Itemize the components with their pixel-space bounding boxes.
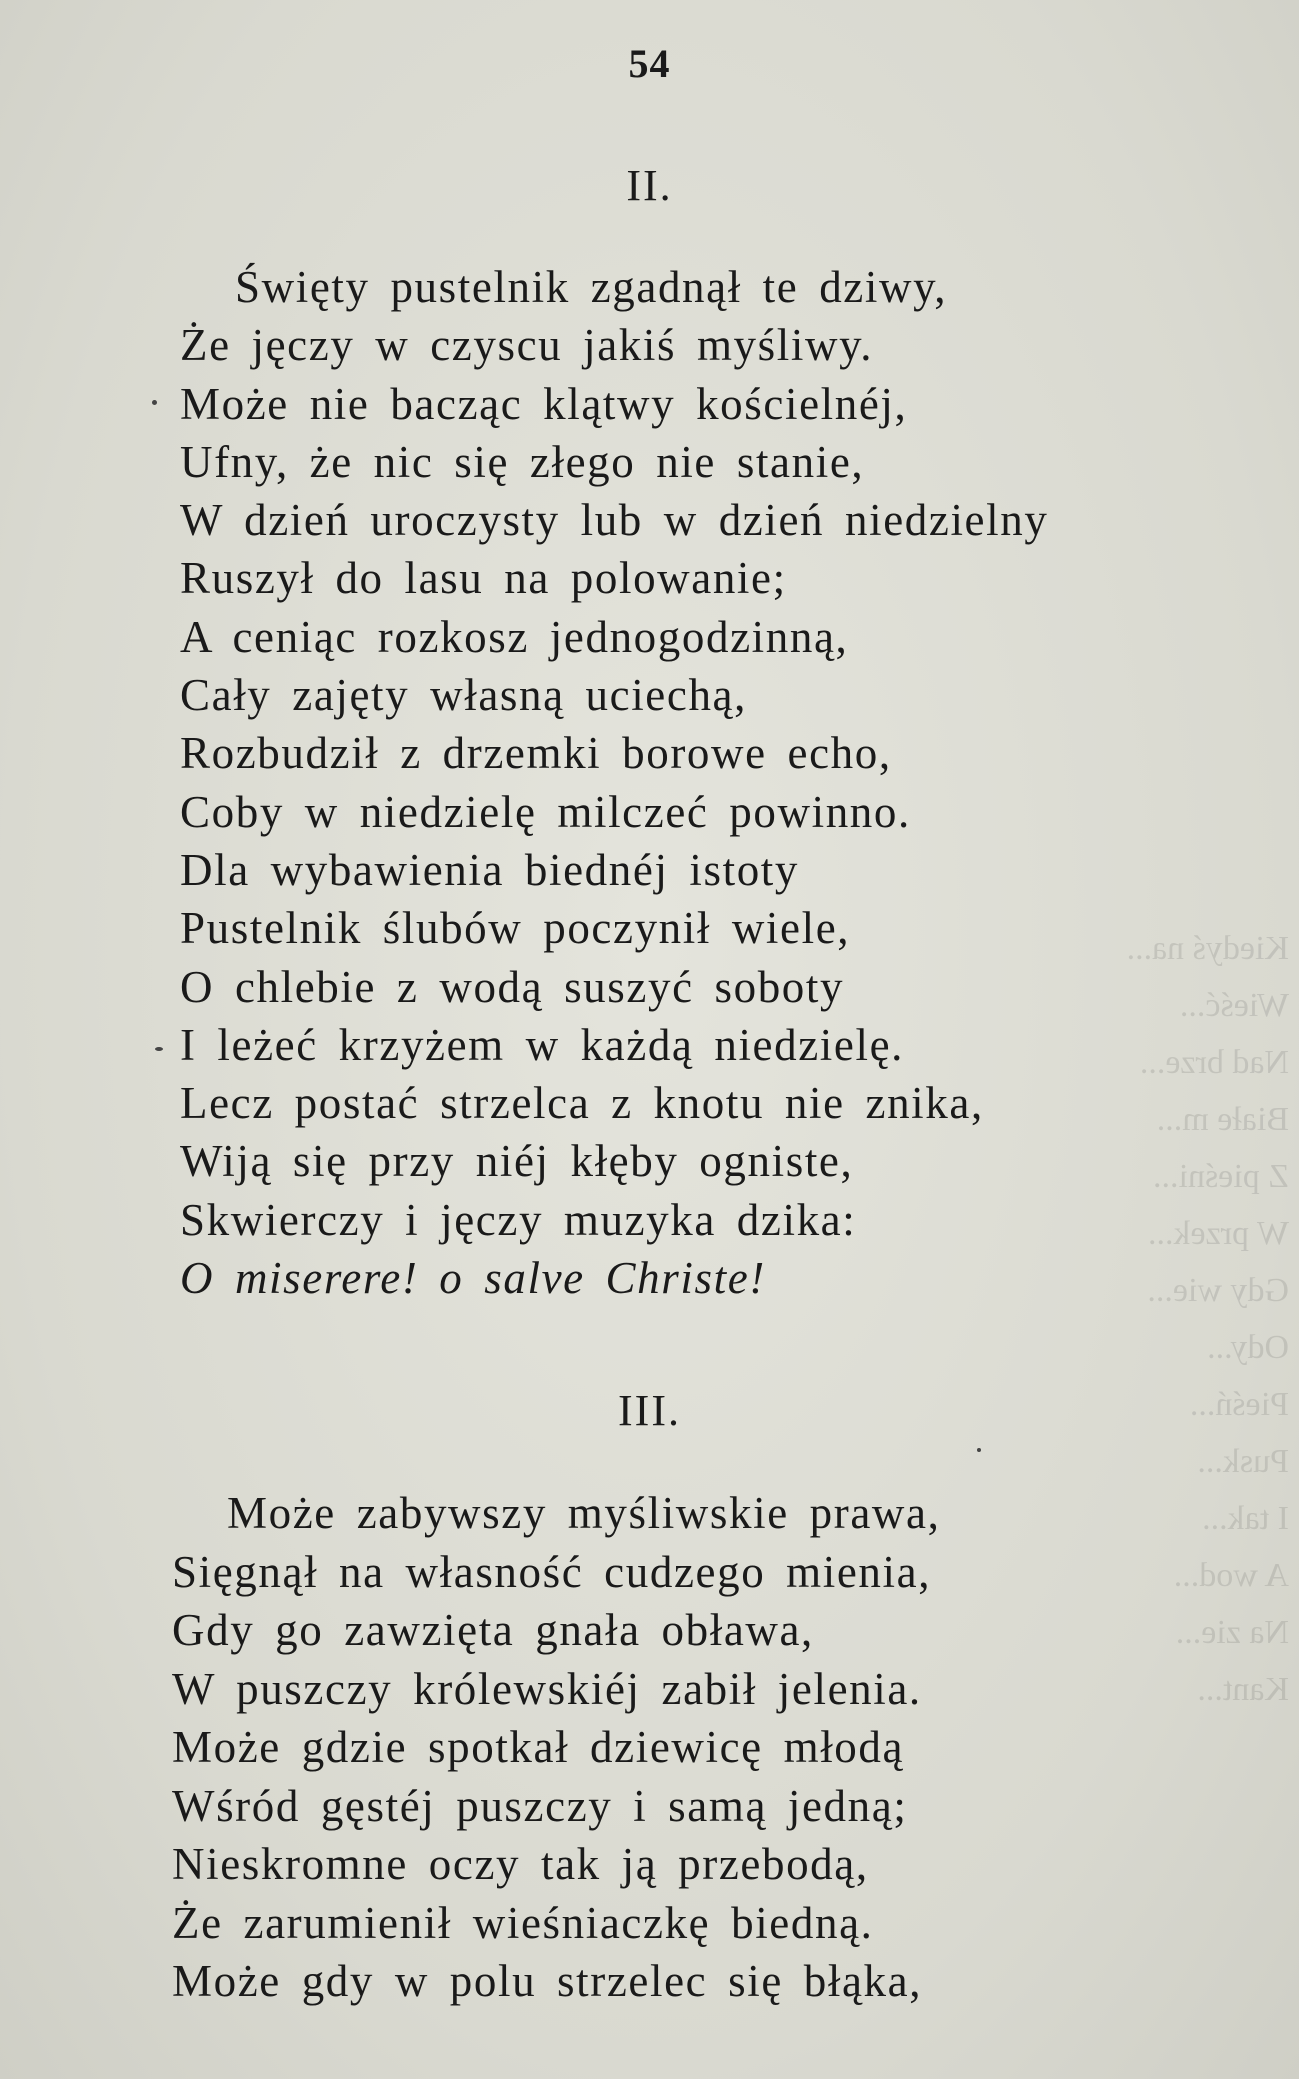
poem-line: A ceniąc rozkosz jednogodzinną, bbox=[180, 611, 849, 662]
poem-line: Wśród gęstéj puszczy i samą jedną; bbox=[172, 1780, 908, 1831]
poem-line: Może gdzie spotkał dziewicę młodą bbox=[172, 1722, 905, 1772]
poem-line: Ufny, że nic się złego nie stanie, bbox=[180, 436, 865, 487]
section-heading-iii: III. bbox=[618, 1386, 681, 1435]
poem-line-italic: O miserere! o salve Christe! bbox=[180, 1253, 766, 1304]
poem-line: Rozbudził z drzemki borowe echo, bbox=[180, 728, 892, 779]
poem-line: Coby w niedzielę milczeć powinno. bbox=[180, 786, 911, 837]
poem-line: O chlebie z wodą suszyć soboty bbox=[180, 961, 845, 1012]
poem-line: Może gdy w polu strzelec się błąka, bbox=[172, 1956, 923, 2006]
ink-speck bbox=[977, 1448, 981, 1452]
poem-line: Może zabywszy myśliwskie prawa, bbox=[227, 1488, 941, 1538]
poem-line: Lecz postać strzelca z knotu nie znika, bbox=[180, 1078, 984, 1129]
poem-line: Ruszył do lasu na polowanie; bbox=[180, 553, 787, 604]
section-heading-ii: II. bbox=[626, 161, 673, 210]
poem-line: Że zarumienił wieśniaczkę biedną. bbox=[172, 1897, 874, 1948]
poem-line: Pustelnik ślubów poczynił wiele, bbox=[180, 903, 851, 954]
poem-line: Skwierczy i jęczy muzyka dzika: bbox=[180, 1194, 857, 1245]
poem-line: Nieskromne oczy tak ją przebodą, bbox=[172, 1839, 869, 1889]
poem-line: I leżeć krzyżem w każdą niedzielę. bbox=[180, 1019, 905, 1070]
page-number: 54 bbox=[628, 41, 671, 86]
poem-line: W puszczy królewskiéj zabił jelenia. bbox=[172, 1663, 922, 1714]
poem-stanza-ii bbox=[180, 258, 1048, 1307]
poem-line: Cały zajęty własną uciechą, bbox=[180, 670, 747, 721]
bleed-through-text: Kiedyś na... Wieść... Nad brze... Białe m... Z pieśni... W przek... Gdy wie... Ody... Pieśń... Pusk... I tak... A wod... Na zie... Kant... bbox=[1126, 930, 1289, 1708]
ink-speck bbox=[152, 400, 157, 405]
poem-line: Wiją się przy niéj kłęby ogniste, bbox=[180, 1136, 854, 1187]
poem-line: Może nie bacząc klątwy kościelnéj, bbox=[180, 378, 908, 429]
ink-speck bbox=[155, 1047, 163, 1051]
poem-stanza-iii bbox=[172, 1484, 940, 2011]
poem-line: Że jęczy w czyscu jakiś myśliwy. bbox=[180, 320, 874, 371]
poem-line: Sięgnął na własność cudzego mienia, bbox=[172, 1546, 932, 1597]
poem-line: Gdy go zawzięta gnała obława, bbox=[172, 1605, 814, 1655]
poem-line: W dzień uroczysty lub w dzień niedzielny bbox=[180, 495, 1049, 546]
poem-line: Święty pustelnik zgadnął te dziwy, bbox=[235, 262, 948, 312]
poem-line: Dla wybawienia biednéj istoty bbox=[180, 844, 800, 895]
